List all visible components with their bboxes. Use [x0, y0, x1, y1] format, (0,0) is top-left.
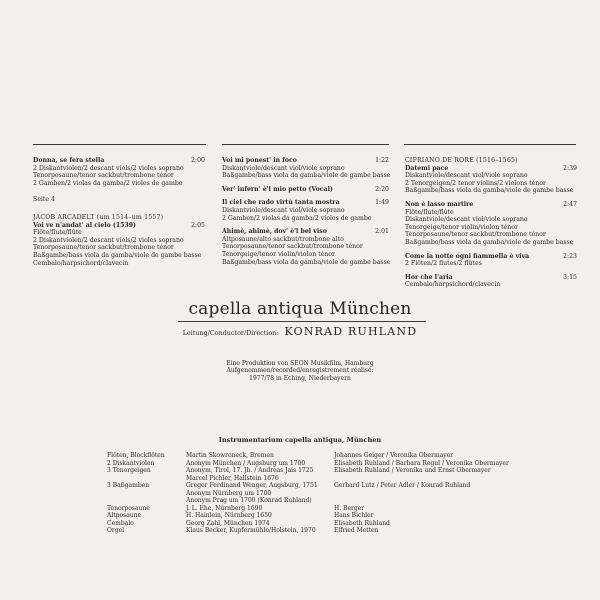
instrument-name: Tenorposaune [107, 504, 150, 512]
track-header [405, 253, 577, 261]
instrument-players [334, 497, 534, 505]
track-duration: 2:05 [191, 221, 205, 229]
instrument-name: 2 Diskantviolen [107, 459, 155, 467]
instrument-players [334, 475, 534, 483]
instrument-name [107, 490, 181, 498]
instrument-name: Orgel [107, 527, 125, 534]
instrumentation-line: 2 Gamben/2 violas da gamba/2 violes de gambe [222, 214, 372, 222]
track-title: Non è lasso martire [405, 200, 474, 208]
track-header [33, 222, 205, 230]
rule-top-left [33, 144, 206, 145]
instrument-maker: Gregor Ferdinand Wenger, Augsburg, 1751 [186, 482, 318, 489]
track [33, 157, 205, 187]
track-title: Donna, se fera stella [33, 157, 105, 164]
instrumentarium-makers [186, 452, 336, 535]
track-header [222, 186, 389, 194]
instrumentation-line: Flöte/flute/flûte [33, 229, 82, 237]
track [405, 253, 577, 268]
track-duration: 1:22 [375, 157, 389, 164]
instrumentation-line: 2 Gamben/2 violas da gamba/2 violes de gambe [33, 179, 183, 187]
track-duration: 2:23 [563, 252, 577, 260]
side-label: Seite 4 [33, 196, 55, 204]
instrument-players: Elisabeth Ruhland [334, 519, 390, 527]
instrumentation-line: Cembalo/harpsichord/clavecin [33, 259, 129, 267]
instrument-players: H. Berger [334, 504, 365, 512]
track [222, 228, 389, 266]
direction-line [0, 325, 600, 338]
production-line: Aufgenommen/recorded/enregistrement réalisé: [226, 367, 374, 375]
left-track-list [33, 157, 205, 187]
track-title: Il ciel che rado virtù tanta mostra [222, 199, 340, 207]
instrument-maker: Georg Zahl, München 1974 [186, 519, 270, 527]
instrumentation-line: Diskantviole/descant viol/viole soprano [405, 172, 528, 180]
right-column [405, 157, 577, 295]
instrumentation-line: Baßgambe/bass viola da gamba/viole de gambe basse [405, 238, 574, 246]
instrument-maker: Anonym München / Augsburg um 1700 [186, 459, 306, 467]
track [33, 222, 205, 268]
instrument-players: Hans Bichler [334, 512, 374, 519]
track-duration: 2:20 [375, 185, 389, 193]
instrumentation-line: Tenorgeige/tenor violin/violon ténor [222, 250, 335, 258]
track-duration: 2:47 [563, 200, 577, 208]
conductor-name: KONRAD RUHLAND [284, 325, 418, 338]
track [222, 199, 389, 222]
instrument-maker: H. Hainlein, Nürnberg 1650 [186, 512, 272, 519]
production-line: Eine Produktion von SEON Musikfilm, Hamburg [226, 360, 374, 367]
ensemble-name: capella antiqua München [188, 299, 412, 319]
instrumentation-line: Diskantviole/descant viol/viole soprano [222, 206, 345, 214]
instrument-maker: J. L. Ehe, Nürnberg 1690 [186, 504, 263, 512]
track-duration: 2:00 [191, 157, 205, 164]
instrumentarium-instruments [107, 452, 181, 535]
middle-track-list [222, 157, 389, 266]
track-header [405, 274, 577, 282]
instrumentation-line: Tenorposaune/tenor sackbut/trombone ténor [33, 172, 174, 180]
track-header [222, 228, 389, 236]
track-title: Voi mi ponest' in foco [222, 157, 297, 164]
instrument-players: Johannes Geiger / Veronika Obermayer [334, 452, 454, 459]
instrumentarium-title: Instrumentarium capella antiqua, München [218, 436, 382, 444]
composer-de-rore: CIPRIANO DE RORE (1516–1565) [405, 157, 518, 164]
instrumentation-line: Tenorposaune/tenor sackbut/trombone ténor [222, 243, 363, 251]
track-title: Voi ve n'andat' al cielo (1539) [33, 221, 136, 229]
instrument-maker: Anonym Nürnberg um 1700 [186, 489, 272, 497]
left-track-list-side-4 [33, 222, 205, 268]
instrumentation-line: Baßgambe/bass viola da gamba/viole de gambe basse [222, 172, 391, 180]
track-title: Come la notte ogni fiammella è viva [405, 252, 530, 260]
composer-arcadelt: JACOB ARCADELT (um 1514–um 1557) [33, 213, 164, 221]
instrument-maker: Martin Skowroneck, Bremen [186, 452, 274, 459]
track-header [222, 157, 389, 165]
left-column [33, 157, 205, 273]
instrument-maker: Marcel Pichler, Hallstein 1676 [186, 474, 279, 482]
rule-top-middle [222, 144, 389, 145]
rule-under-ensemble [178, 321, 426, 322]
instrumentarium-players [334, 452, 534, 535]
track [222, 186, 389, 194]
track [405, 165, 577, 195]
instrument-name: 3 Tenorgeigen [107, 467, 151, 474]
instrumentation-line: Cembalo/harpsichord/clavecin [405, 281, 501, 289]
instrumentation-line: 2 Diskantviolen/2 descant viols/2 violes soprano [33, 164, 184, 172]
instrumentation-line: 2 Diskantviolen/2 descant viols/2 violes soprano [33, 236, 184, 244]
instrumentation-line: Altposaune/alto sackbut/trombone alto [222, 235, 344, 243]
instrument-name: Altposaune [107, 512, 142, 519]
production-line: 1977/78 in Eching, Niederbayern [249, 374, 351, 382]
instrument-name [107, 475, 181, 483]
track-title: Datemi pace [405, 164, 449, 172]
instrumentation-line: Diskantviole/descant viol/viole soprano [405, 216, 528, 224]
track-title: Ver' infern' è'l mio petto (Vocal) [222, 185, 333, 193]
track-header [405, 165, 577, 173]
instrument-players: Gerhard Lutz / Peter Adler / Konrad Ruhland [334, 482, 471, 489]
track [222, 157, 389, 180]
instrument-players: Elisabeth Ruhland / Veronika und Ernst Obermayer [334, 467, 491, 474]
instrumentation-line: Tenorgeige/tenor violin/violon ténor [405, 223, 518, 231]
track-header [405, 201, 577, 209]
track-duration: 3:15 [563, 273, 577, 281]
track-duration: 2:01 [375, 228, 389, 236]
instrument-players: Elisabeth Ruhland / Barbara Regul / Veronika Obermayer [334, 459, 509, 467]
instrument-name: Flöten, Blockflöten [107, 452, 165, 459]
instrument-maker: Anonym Prag um 1700 (Konrad Ruhland) [186, 497, 312, 504]
instrument-players: Elfried Metten [334, 527, 379, 534]
rule-top-right [404, 144, 576, 145]
instrumentation-line: Flöte/flute/flûte [405, 208, 454, 216]
instrumentation-line: Baßgambe/bass viola da gamba/viole de gambe basse [222, 258, 391, 266]
direction-label: Leitung/Conductor/Direction: [182, 329, 279, 337]
track-header [222, 199, 389, 207]
instrument-players [334, 490, 534, 498]
instrument-name [107, 497, 181, 505]
track-duration: 1:49 [375, 199, 389, 207]
track-title: Ahimè, ahimè, dov' è'l bel viso [222, 228, 327, 236]
track [405, 201, 577, 247]
instrumentation-line: Baßgambe/bass viola da gamba/viole de gambe basse [405, 187, 574, 195]
instrument-maker: Klaus Becker, Kupfermühle/Holstein, 1970 [186, 527, 316, 534]
production-credits [0, 360, 600, 382]
right-track-list [405, 165, 577, 289]
instrumentation-line: 2 Tenorgeigen/2 tenor violins/2 violons ténor [405, 179, 547, 187]
instrumentation-line: Tenorposaune/tenor sackbut/trombone ténor [33, 244, 174, 252]
instrument-maker: Anonym, Tirol, 17. Jh. / Andreas Jais 1725 [186, 467, 314, 474]
instrument-name: 3 Baßgamben [107, 482, 150, 489]
instrumentation-line: Tenorposaune/tenor sackbut/trombone ténor [405, 231, 546, 239]
track-duration: 2:39 [563, 164, 577, 172]
instrumentation-line: Baßgambe/bass viola da gamba/viole de gambe basse [33, 251, 202, 259]
middle-column [222, 157, 389, 272]
track-title: Hor che l'aria [405, 273, 453, 281]
instrumentation-line: 2 Flöten/2 flutes/2 flûtes [405, 260, 482, 268]
instrumentation-line: Diskantviole/descant viol/viole soprano [222, 164, 345, 172]
instrument-name: Cembalo [107, 519, 134, 527]
track [405, 274, 577, 289]
track-header [33, 157, 205, 165]
